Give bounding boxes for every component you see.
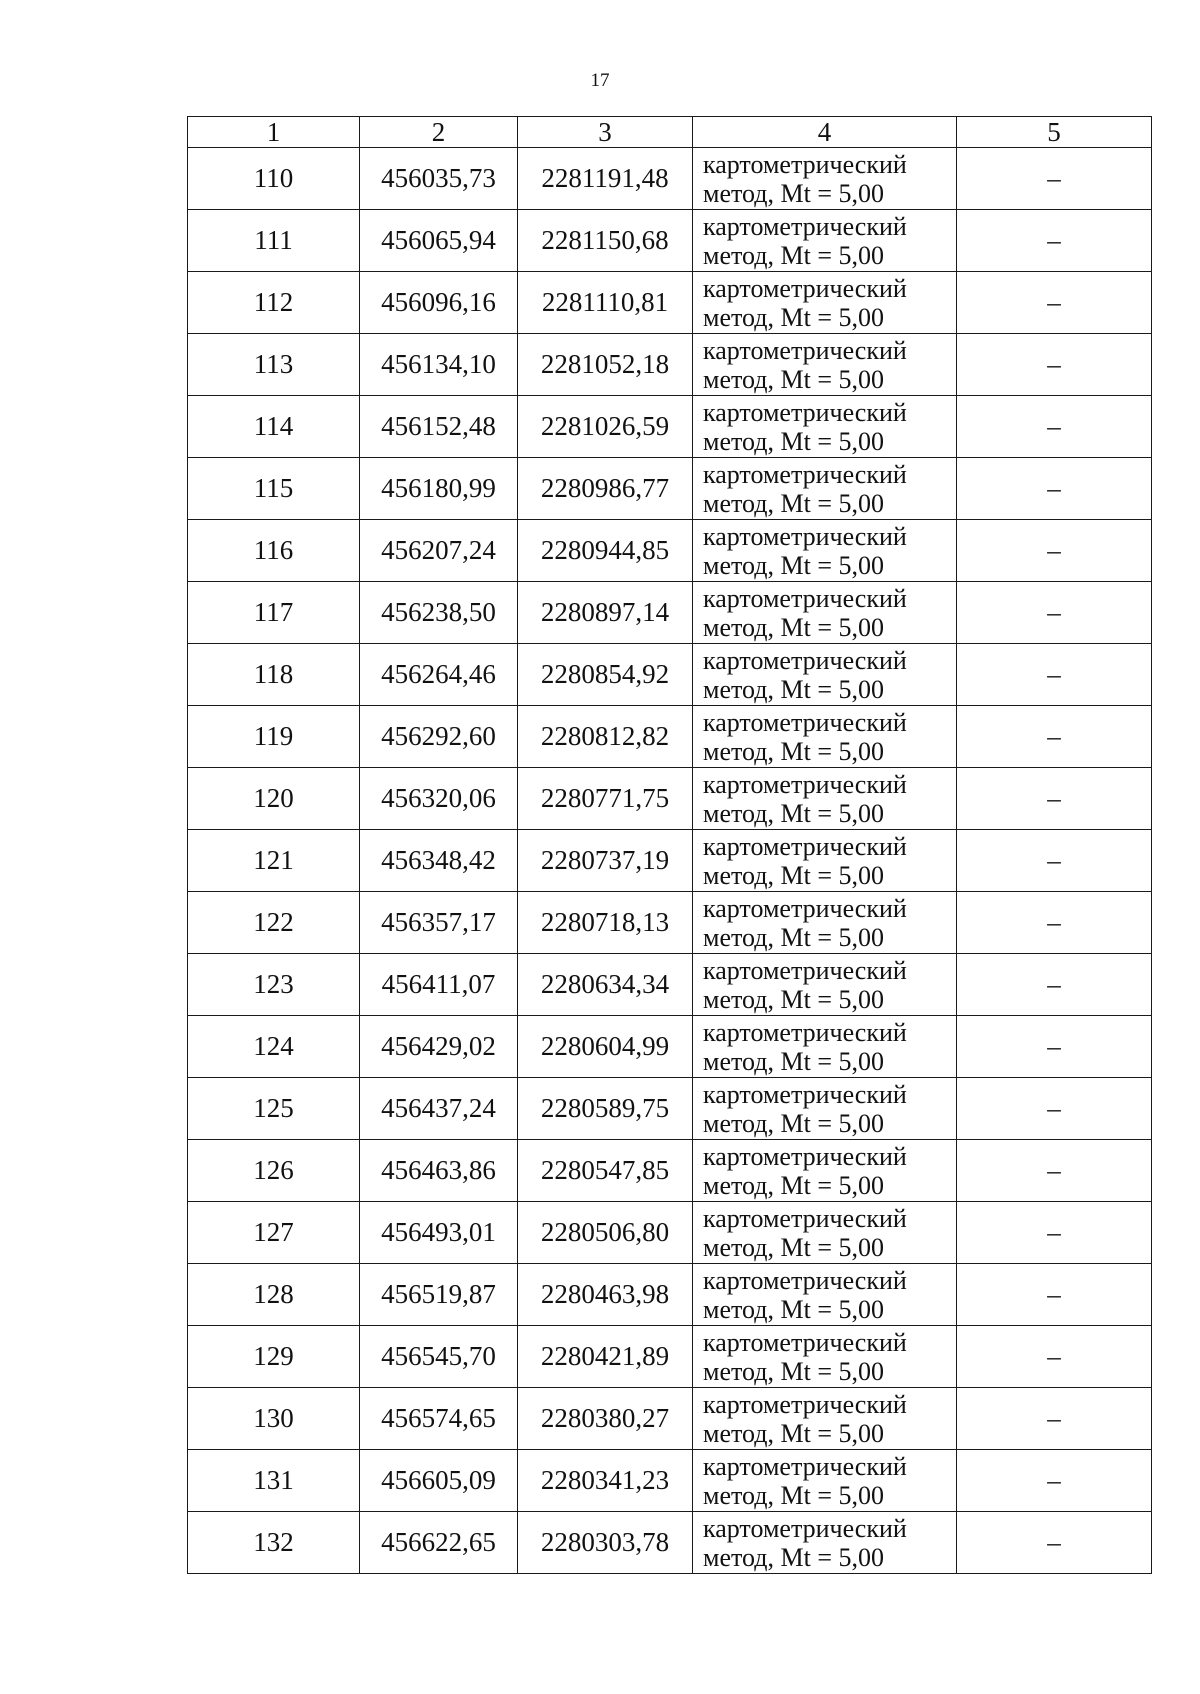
column-5-cell: – xyxy=(957,1202,1152,1264)
column-5-cell: – xyxy=(957,706,1152,768)
method-line-2: метод, Mt = 5,00 xyxy=(703,1046,884,1076)
point-number-cell: 130 xyxy=(188,1388,360,1450)
x-coordinate-cell: 456134,10 xyxy=(360,334,518,396)
method-line-2: метод, Mt = 5,00 xyxy=(703,1356,884,1386)
coordinates-table xyxy=(187,116,1152,1574)
method-line-2: метод, Mt = 5,00 xyxy=(703,674,884,704)
y-coordinate-cell: 2280380,27 xyxy=(518,1388,693,1450)
method-cell xyxy=(693,210,957,272)
point-number-cell: 128 xyxy=(188,1264,360,1326)
y-coordinate-cell: 2280634,34 xyxy=(518,954,693,1016)
method-cell xyxy=(693,1512,957,1574)
point-number-cell: 113 xyxy=(188,334,360,396)
column-header-1: 1 xyxy=(188,117,360,148)
method-line-1: картометрический xyxy=(703,273,907,303)
y-coordinate-cell: 2280812,82 xyxy=(518,706,693,768)
column-header-5: 5 xyxy=(957,117,1152,148)
column-5-cell: – xyxy=(957,1264,1152,1326)
y-coordinate-cell: 2280986,77 xyxy=(518,458,693,520)
method-line-1: картометрический xyxy=(703,707,907,737)
column-5-cell: – xyxy=(957,954,1152,1016)
y-coordinate-cell: 2280737,19 xyxy=(518,830,693,892)
method-cell xyxy=(693,1388,957,1450)
x-coordinate-cell: 456605,09 xyxy=(360,1450,518,1512)
method-line-1: картометрический xyxy=(703,831,907,861)
method-line-2: метод, Mt = 5,00 xyxy=(703,1232,884,1262)
method-line-2: метод, Mt = 5,00 xyxy=(703,488,884,518)
y-coordinate-cell: 2280718,13 xyxy=(518,892,693,954)
point-number-cell: 120 xyxy=(188,768,360,830)
method-line-1: картометрический xyxy=(703,769,907,799)
method-line-2: метод, Mt = 5,00 xyxy=(703,1418,884,1448)
y-coordinate-cell: 2280589,75 xyxy=(518,1078,693,1140)
x-coordinate-cell: 456437,24 xyxy=(360,1078,518,1140)
column-5-cell: – xyxy=(957,1078,1152,1140)
method-line-2: метод, Mt = 5,00 xyxy=(703,1542,884,1572)
method-cell xyxy=(693,768,957,830)
method-cell xyxy=(693,396,957,458)
x-coordinate-cell: 456096,16 xyxy=(360,272,518,334)
y-coordinate-cell: 2280771,75 xyxy=(518,768,693,830)
column-5-cell: – xyxy=(957,396,1152,458)
method-cell xyxy=(693,334,957,396)
y-coordinate-cell: 2280341,23 xyxy=(518,1450,693,1512)
column-header-3: 3 xyxy=(518,117,693,148)
y-coordinate-cell: 2281052,18 xyxy=(518,334,693,396)
point-number-cell: 111 xyxy=(188,210,360,272)
table-row xyxy=(188,1388,1152,1450)
table-row xyxy=(188,954,1152,1016)
method-line-2: метод, Mt = 5,00 xyxy=(703,860,884,890)
method-cell xyxy=(693,1016,957,1078)
column-5-cell: – xyxy=(957,458,1152,520)
table-row xyxy=(188,644,1152,706)
table-row xyxy=(188,334,1152,396)
table-body xyxy=(188,148,1152,1574)
method-line-2: метод, Mt = 5,00 xyxy=(703,1294,884,1324)
x-coordinate-cell: 456035,73 xyxy=(360,148,518,210)
column-5-cell: – xyxy=(957,1512,1152,1574)
method-line-2: метод, Mt = 5,00 xyxy=(703,550,884,580)
point-number-cell: 129 xyxy=(188,1326,360,1388)
method-cell xyxy=(693,272,957,334)
method-line-1: картометрический xyxy=(703,1265,907,1295)
method-line-1: картометрический xyxy=(703,521,907,551)
point-number-cell: 125 xyxy=(188,1078,360,1140)
method-line-2: метод, Mt = 5,00 xyxy=(703,984,884,1014)
table-row xyxy=(188,706,1152,768)
table-row xyxy=(188,148,1152,210)
method-line-1: картометрический xyxy=(703,1327,907,1357)
column-5-cell: – xyxy=(957,1140,1152,1202)
y-coordinate-cell: 2280463,98 xyxy=(518,1264,693,1326)
y-coordinate-cell: 2280421,89 xyxy=(518,1326,693,1388)
method-cell xyxy=(693,892,957,954)
method-line-2: метод, Mt = 5,00 xyxy=(703,1108,884,1138)
method-cell xyxy=(693,830,957,892)
method-line-1: картометрический xyxy=(703,1141,907,1171)
y-coordinate-cell: 2280897,14 xyxy=(518,582,693,644)
method-line-1: картометрический xyxy=(703,1203,907,1233)
method-line-2: метод, Mt = 5,00 xyxy=(703,612,884,642)
column-5-cell: – xyxy=(957,892,1152,954)
method-line-1: картометрический xyxy=(703,1451,907,1481)
x-coordinate-cell: 456622,65 xyxy=(360,1512,518,1574)
table-row xyxy=(188,1078,1152,1140)
method-cell xyxy=(693,520,957,582)
method-cell xyxy=(693,1450,957,1512)
method-cell xyxy=(693,954,957,1016)
point-number-cell: 121 xyxy=(188,830,360,892)
y-coordinate-cell: 2280506,80 xyxy=(518,1202,693,1264)
method-line-1: картометрический xyxy=(703,645,907,675)
x-coordinate-cell: 456207,24 xyxy=(360,520,518,582)
y-coordinate-cell: 2280303,78 xyxy=(518,1512,693,1574)
table-row xyxy=(188,1140,1152,1202)
point-number-cell: 124 xyxy=(188,1016,360,1078)
column-5-cell: – xyxy=(957,1388,1152,1450)
method-line-1: картометрический xyxy=(703,1389,907,1419)
column-5-cell: – xyxy=(957,520,1152,582)
method-cell xyxy=(693,458,957,520)
method-line-2: метод, Mt = 5,00 xyxy=(703,178,884,208)
x-coordinate-cell: 456519,87 xyxy=(360,1264,518,1326)
table-row xyxy=(188,582,1152,644)
method-line-1: картометрический xyxy=(703,397,907,427)
method-line-1: картометрический xyxy=(703,149,907,179)
column-5-cell: – xyxy=(957,582,1152,644)
column-5-cell: – xyxy=(957,1450,1152,1512)
column-5-cell: – xyxy=(957,644,1152,706)
x-coordinate-cell: 456180,99 xyxy=(360,458,518,520)
table-row xyxy=(188,1016,1152,1078)
method-cell xyxy=(693,644,957,706)
method-line-1: картометрический xyxy=(703,955,907,985)
method-line-1: картометрический xyxy=(703,1017,907,1047)
point-number-cell: 122 xyxy=(188,892,360,954)
x-coordinate-cell: 456463,86 xyxy=(360,1140,518,1202)
method-line-1: картометрический xyxy=(703,1079,907,1109)
method-cell xyxy=(693,148,957,210)
x-coordinate-cell: 456348,42 xyxy=(360,830,518,892)
method-line-2: метод, Mt = 5,00 xyxy=(703,798,884,828)
y-coordinate-cell: 2280547,85 xyxy=(518,1140,693,1202)
x-coordinate-cell: 456429,02 xyxy=(360,1016,518,1078)
point-number-cell: 114 xyxy=(188,396,360,458)
x-coordinate-cell: 456320,06 xyxy=(360,768,518,830)
table-row xyxy=(188,1450,1152,1512)
x-coordinate-cell: 456545,70 xyxy=(360,1326,518,1388)
method-line-1: картометрический xyxy=(703,583,907,613)
method-line-2: метод, Mt = 5,00 xyxy=(703,302,884,332)
column-header-2: 2 xyxy=(360,117,518,148)
method-cell xyxy=(693,1140,957,1202)
table-row xyxy=(188,1512,1152,1574)
x-coordinate-cell: 456574,65 xyxy=(360,1388,518,1450)
table-row xyxy=(188,830,1152,892)
point-number-cell: 117 xyxy=(188,582,360,644)
table-row xyxy=(188,892,1152,954)
table-row xyxy=(188,520,1152,582)
method-line-2: метод, Mt = 5,00 xyxy=(703,1480,884,1510)
point-number-cell: 127 xyxy=(188,1202,360,1264)
table-row xyxy=(188,1202,1152,1264)
method-line-2: метод, Mt = 5,00 xyxy=(703,426,884,456)
y-coordinate-cell: 2281110,81 xyxy=(518,272,693,334)
method-cell xyxy=(693,1326,957,1388)
point-number-cell: 118 xyxy=(188,644,360,706)
method-line-2: метод, Mt = 5,00 xyxy=(703,1170,884,1200)
table-row xyxy=(188,768,1152,830)
method-line-1: картометрический xyxy=(703,893,907,923)
column-5-cell: – xyxy=(957,830,1152,892)
method-line-2: метод, Mt = 5,00 xyxy=(703,736,884,766)
x-coordinate-cell: 456292,60 xyxy=(360,706,518,768)
point-number-cell: 131 xyxy=(188,1450,360,1512)
page-number: 17 xyxy=(590,70,610,91)
table-row xyxy=(188,210,1152,272)
point-number-cell: 110 xyxy=(188,148,360,210)
y-coordinate-cell: 2281191,48 xyxy=(518,148,693,210)
method-cell xyxy=(693,1264,957,1326)
table-row xyxy=(188,1326,1152,1388)
y-coordinate-cell: 2281026,59 xyxy=(518,396,693,458)
method-cell xyxy=(693,1078,957,1140)
point-number-cell: 132 xyxy=(188,1512,360,1574)
point-number-cell: 112 xyxy=(188,272,360,334)
method-cell xyxy=(693,582,957,644)
point-number-cell: 119 xyxy=(188,706,360,768)
column-header-4: 4 xyxy=(693,117,957,148)
point-number-cell: 115 xyxy=(188,458,360,520)
column-5-cell: – xyxy=(957,768,1152,830)
x-coordinate-cell: 456238,50 xyxy=(360,582,518,644)
y-coordinate-cell: 2281150,68 xyxy=(518,210,693,272)
method-cell xyxy=(693,1202,957,1264)
x-coordinate-cell: 456357,17 xyxy=(360,892,518,954)
method-line-2: метод, Mt = 5,00 xyxy=(703,364,884,394)
point-number-cell: 123 xyxy=(188,954,360,1016)
x-coordinate-cell: 456264,46 xyxy=(360,644,518,706)
method-line-1: картометрический xyxy=(703,459,907,489)
method-line-1: картометрический xyxy=(703,1513,907,1543)
method-cell xyxy=(693,706,957,768)
column-5-cell: – xyxy=(957,334,1152,396)
x-coordinate-cell: 456152,48 xyxy=(360,396,518,458)
method-line-1: картометрический xyxy=(703,335,907,365)
point-number-cell: 116 xyxy=(188,520,360,582)
x-coordinate-cell: 456065,94 xyxy=(360,210,518,272)
column-5-cell: – xyxy=(957,1016,1152,1078)
y-coordinate-cell: 2280854,92 xyxy=(518,644,693,706)
table-header-row xyxy=(188,117,1152,148)
table-row xyxy=(188,272,1152,334)
x-coordinate-cell: 456411,07 xyxy=(360,954,518,1016)
method-line-2: метод, Mt = 5,00 xyxy=(703,922,884,952)
y-coordinate-cell: 2280604,99 xyxy=(518,1016,693,1078)
point-number-cell: 126 xyxy=(188,1140,360,1202)
column-5-cell: – xyxy=(957,210,1152,272)
column-5-cell: – xyxy=(957,272,1152,334)
column-5-cell: – xyxy=(957,1326,1152,1388)
method-line-2: метод, Mt = 5,00 xyxy=(703,240,884,270)
method-line-1: картометрический xyxy=(703,211,907,241)
table-row xyxy=(188,396,1152,458)
table-row xyxy=(188,458,1152,520)
column-5-cell: – xyxy=(957,148,1152,210)
table-row xyxy=(188,1264,1152,1326)
x-coordinate-cell: 456493,01 xyxy=(360,1202,518,1264)
y-coordinate-cell: 2280944,85 xyxy=(518,520,693,582)
